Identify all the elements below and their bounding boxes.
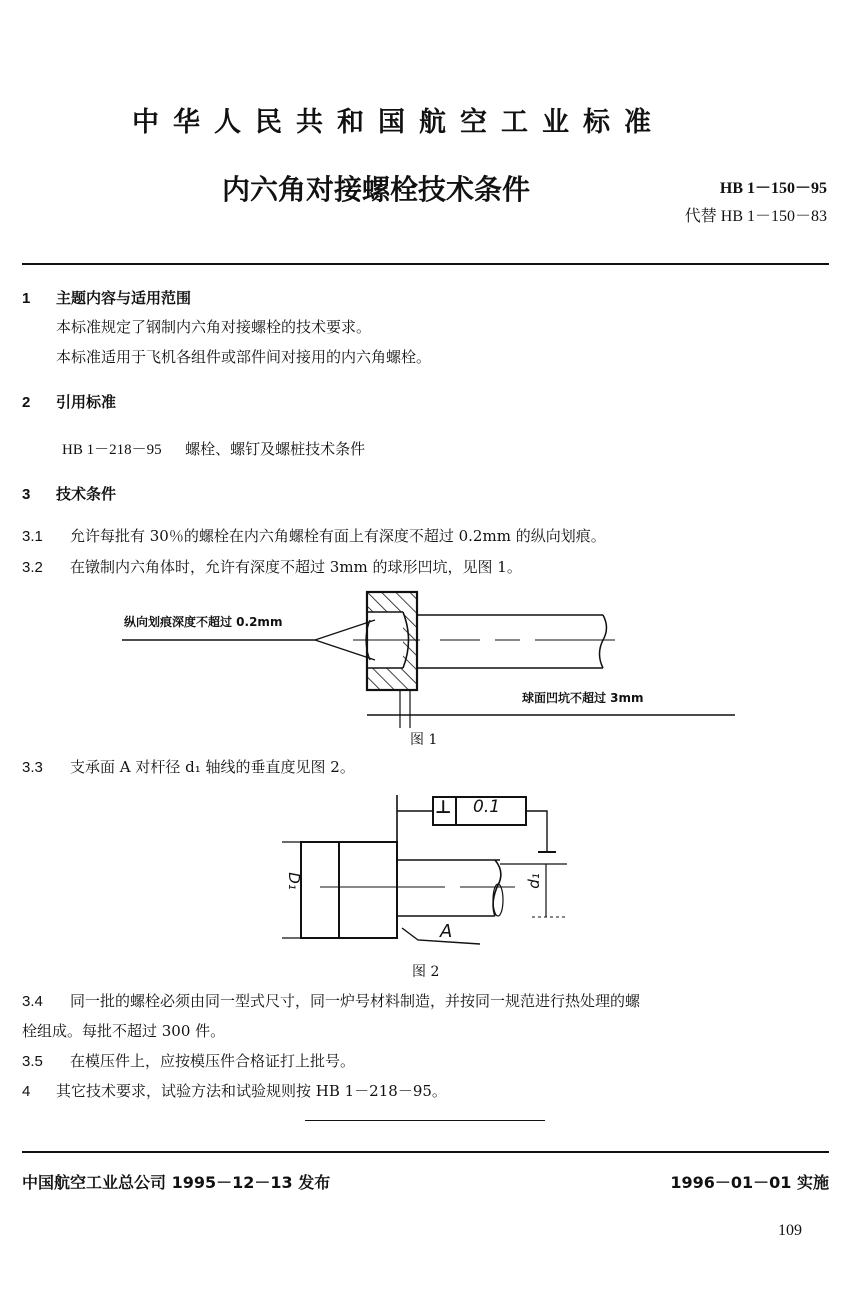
diameter-D1-label: D₁: [284, 872, 303, 890]
figure-1-scratch-label: 纵向划痕深度不超过 0.2mm: [124, 615, 283, 629]
diameter-d1-label: d₁: [524, 873, 543, 889]
effective-date: 1996－01－01 实施: [670, 1173, 829, 1192]
section-1-heading: 1 主题内容与适用范围: [22, 289, 192, 307]
reference-standard: [62, 438, 365, 459]
header-divider: [22, 263, 829, 265]
section-1-para-1: 本标准规定了钢制内六角对接螺栓的技术要求。: [56, 318, 372, 336]
footer-divider: [22, 1151, 829, 1153]
perpendicularity-symbol: ⊥: [435, 797, 452, 818]
reference-title: 螺栓、螺钉及螺桩技术条件: [185, 440, 366, 458]
figure-2-drawing: [270, 780, 590, 960]
document-title: 内六角对接螺栓技术条件: [222, 173, 531, 206]
page-number: 109: [778, 1222, 802, 1239]
standard-code: HB 1－150－95: [719, 180, 827, 197]
organization-title: 中华人民共和国航空工业标准: [132, 107, 665, 138]
end-of-text-rule: [305, 1120, 545, 1121]
figure-1-drawing: [100, 580, 760, 730]
tolerance-value: 0.1: [473, 797, 501, 817]
replaces-code: 代替 HB 1－150－83: [684, 208, 827, 225]
section-1-para-2: 本标准适用于飞机各组件或部件间对接用的内六角螺栓。: [56, 348, 432, 366]
section-3-heading: 3 技术条件: [22, 485, 117, 503]
item-3-4: 3.4 同一批的螺栓必须由同一型式尺寸，同一炉号材料制造，并按同一规范进行热处理的螺: [22, 992, 641, 1010]
issuer-date: 中国航空工业总公司 1995－12－13 发布: [22, 1173, 331, 1192]
figure-1-pit-label: 球面凹坑不超过 3mm: [522, 691, 644, 705]
surface-A-label: A: [440, 921, 453, 942]
section-4: 4 其它技术要求，试验方法和试验规则按 HB 1－218－95。: [22, 1082, 447, 1100]
item-3-4-continuation: 栓组成。每批不超过 300 件。: [22, 1022, 226, 1040]
reference-code: HB 1－218－95: [62, 442, 162, 458]
section-2-heading: 2 引用标准: [22, 393, 117, 411]
figure-1-caption: 图 1: [410, 732, 438, 748]
item-3-3: 3.3 支承面 A 对杆径 d₁ 轴线的垂直度见图 2。: [22, 758, 355, 776]
item-3-2: 3.2 在镦制内六角体时，允许有深度不超过 3mm 的球形凹坑，见图 1。: [22, 558, 522, 576]
item-3-5: 3.5 在模压件上，应按模压件合格证打上批号。: [22, 1052, 356, 1070]
item-3-1: 3.1 允许每批有 30％的螺栓在内六角螺栓有面上有深度不超过 0.2mm 的纵向划痕。: [22, 527, 606, 545]
figure-2-caption: 图 2: [412, 964, 440, 980]
